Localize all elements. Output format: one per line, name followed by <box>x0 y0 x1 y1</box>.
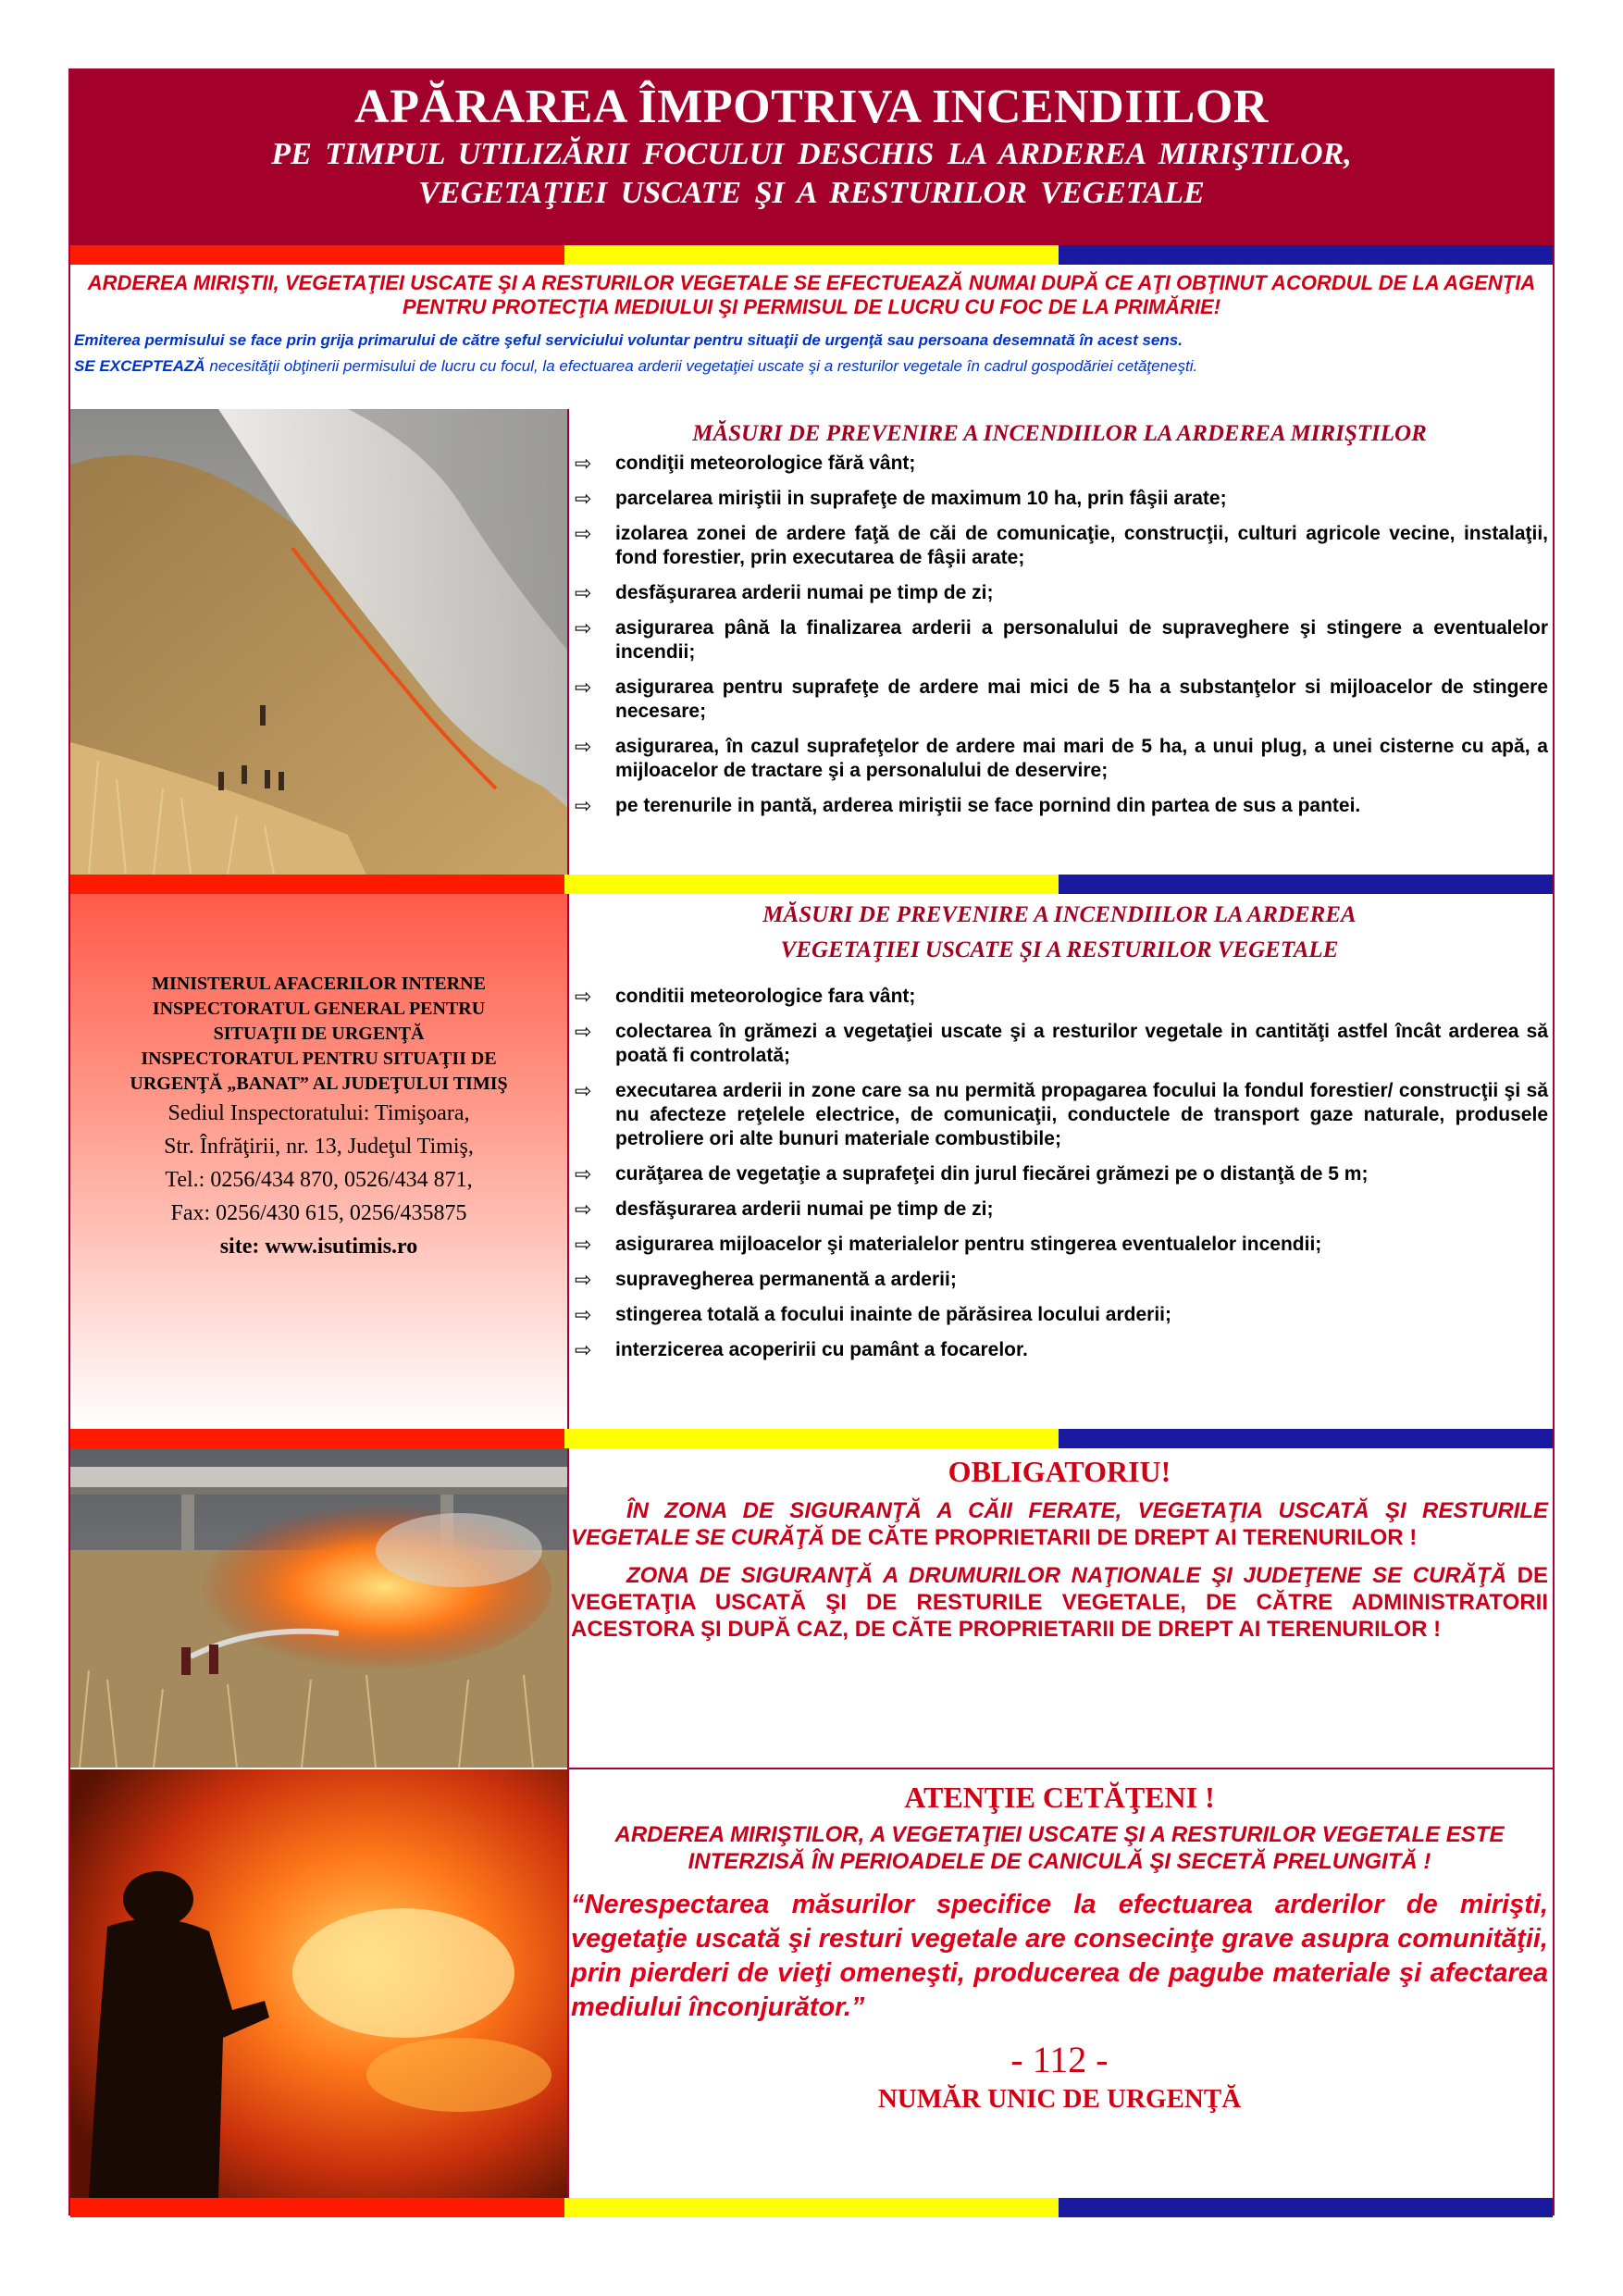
page-title: APĂRAREA ÎMPOTRIVA INCENDIILOR <box>354 81 1269 133</box>
item-text: curăţarea de vegetaţie a suprafeţei din jurul fiecărei grămezi pe o distanţă de 5 m; <box>615 1163 1369 1185</box>
divider-h <box>567 1768 1553 1769</box>
item-text: parcelarea miriştii in suprafeţe de maximum 10 ha, prin fâşii arate; <box>615 488 1227 509</box>
item-text: stingerea totală a focului inainte de părăsirea locului arderii; <box>615 1304 1172 1325</box>
divider-1 <box>567 409 569 875</box>
obligatoriu-title: OBLIGATORIU! <box>948 1455 1171 1488</box>
ministry-name: MINISTERUL AFACERILOR INTERNE <box>152 974 486 994</box>
igsu-line-1: INSPECTORATUL GENERAL PENTRU <box>152 999 486 1019</box>
item-text: executarea arderii in zone care sa nu permită propagarea focului la fondul forestier/ construcţii şi să nu afecteze reţelele electrice, de comunicaţii, conductele de transport gaze naturale, produsele petroliere ori alte bunuri materiale combustibile; <box>615 1080 1548 1149</box>
list-item <box>571 1268 1548 1292</box>
railway-zone-italic: ÎN ZONA DE SIGURANŢĂ A CĂII FERATE, VEGETAŢIA USCATĂ ŞI RESTURILE VEGETALE SE CURĂŢĂ <box>571 1498 1548 1550</box>
railway-zone-text <box>571 1497 1548 1551</box>
exception-rest: necesităţii obţinerii permisului de lucru cu focul, la efectuarea arderii vegetaţiei uscate şi a resturilor vegetale în cadrul gospodăriei cetăţeneşti. <box>204 357 1198 375</box>
exception-lead: SE EXCEPTEAZĂ <box>74 357 205 375</box>
list-item <box>571 1198 1548 1222</box>
tricolor-stripe-4 <box>70 2198 1553 2217</box>
arrow-right-icon: ⇨ <box>575 1162 592 1185</box>
emergency-number: - 112 - <box>1010 2039 1109 2080</box>
stubble-measures-list <box>571 452 1548 818</box>
railway-zone-rest: DE CĂTE PROPRIETARII DE DREPT AI TERENURILOR ! <box>824 1525 1418 1550</box>
address-line-1: Sediul Inspectoratului: Timişoara, <box>167 1101 470 1125</box>
item-text: asigurarea până la finalizarea arderii a personalului de supraveghere şi stingere a eventualelor incendii; <box>615 617 1548 663</box>
vegetation-measures-title-1: MĂSURI DE PREVENIRE A INCENDIILOR LA ARDEREA <box>762 902 1357 927</box>
obligatoriu-section <box>571 1453 1548 1643</box>
list-item <box>571 487 1548 511</box>
arrow-right-icon: ⇨ <box>575 487 592 510</box>
arrow-right-icon: ⇨ <box>575 735 592 758</box>
subtitle-line-2: VEGETAŢIEI USCATE ŞI A RESTURILOR VEGETALE <box>418 176 1205 210</box>
arrow-right-icon: ⇨ <box>575 616 592 639</box>
atentie-section <box>571 1779 1548 2116</box>
item-text: asigurarea, în cazul suprafeţelor de ardere mai mari de 5 ha, a unui plug, a unei cisterne cu apă, a mijloacelor de tractare şi a personalului de deservire; <box>615 736 1548 781</box>
intro-main-text: ARDEREA MIRIŞTII, VEGETAŢIEI USCATE ŞI A RESTURILOR VEGETALE SE EFECTUEAZĂ NUMAI DUPĂ CE AŢI OBŢINUT ACORDUL DE LA AGENŢIA PENTRU PROTECŢIA MEDIULUI ŞI PERMISUL DE LUCRU CU FOC DE LA PRIMĂRIE! <box>87 271 1536 318</box>
road-zone-italic: ZONA DE SIGURANŢĂ A DRUMURILOR NAŢIONALE ŞI JUDEŢENE SE CURĂŢĂ <box>626 1563 1507 1588</box>
arrow-right-icon: ⇨ <box>575 1079 592 1102</box>
firefighters-bridge-photo <box>70 1448 567 1768</box>
subtitle-line-1: PE TIMPUL UTILIZĂRII FOCULUI DESCHIS LA ARDEREA MIRIŞTILOR, <box>271 137 1352 171</box>
road-zone-rest: DE VEGETAŢIA USCATĂ ŞI DE RESTURILE VEGETALE, DE CĂTRE ADMINISTRATORII ACESTORA ŞI DUPĂ CAZ, DE CĂTE PROPRIETARII DE DREPT AI TERENURILOR ! <box>571 1563 1548 1642</box>
road-zone-text <box>571 1562 1548 1643</box>
consequences-quote: “Nerespectarea măsurilor specifice la efectuarea arderilor de mirişti, vegetaţie uscată şi resturi vegetale are consecinţe grave asupra comunităţii, prin pierderi de vieţi omeneşti, producerea de pagube materiale şi afectarea mediului înconjurător.” <box>571 1890 1548 2022</box>
stubble-fire-photo <box>70 409 567 875</box>
exception-note <box>70 356 1553 377</box>
arrow-right-icon: ⇨ <box>575 1303 592 1326</box>
list-item <box>571 985 1548 1009</box>
list-item <box>571 1338 1548 1362</box>
header-banner <box>70 70 1553 245</box>
list-item <box>571 581 1548 605</box>
arrow-right-icon: ⇨ <box>575 522 592 545</box>
firefighter-silhouette-photo <box>70 1769 567 2198</box>
fax-numbers: Fax: 0256/430 615, 0256/435875 <box>170 1201 467 1225</box>
arrow-right-icon: ⇨ <box>575 985 592 1008</box>
list-item <box>571 1020 1548 1068</box>
tricolor-stripe-1 <box>70 245 1553 265</box>
tricolor-stripe-2 <box>70 875 1553 894</box>
list-item <box>571 676 1548 724</box>
permit-note: Emiterea permisului se face prin grija primarului de către şeful serviciului voluntar pentru situaţii de urgenţă sau persoana desemnată în acest sens. <box>74 331 1183 349</box>
ban-warning: ARDEREA MIRIŞTILOR, A VEGETAŢIEI USCATE ŞI A RESTURILOR VEGETALE ESTE INTERZISĂ ÎN PERIOADELE DE CANICULĂ ŞI SECETĂ PRELUNGITĂ ! <box>614 1822 1505 1874</box>
item-text: desfăşurarea arderii numai pe timp de zi; <box>615 582 994 603</box>
atentie-title: ATENŢIE CETĂŢENI ! <box>904 1781 1215 1814</box>
item-text: supravegherea permanentă a arderii; <box>615 1269 957 1290</box>
item-text: conditii meteorologice fara vânt; <box>615 986 916 1007</box>
phone-numbers: Tel.: 0256/434 870, 0526/434 871, <box>165 1168 473 1192</box>
arrow-right-icon: ⇨ <box>575 452 592 475</box>
vegetation-measures-title-2: VEGETAŢIEI USCATE ŞI A RESTURILOR VEGETALE <box>780 937 1339 962</box>
list-item <box>571 735 1548 783</box>
divider-2 <box>567 894 569 1429</box>
address-line-2: Str. Înfrăţirii, nr. 13, Judeţul Timiş, <box>164 1135 474 1159</box>
list-item <box>571 616 1548 664</box>
divider-4 <box>567 1769 569 2198</box>
item-text: pe terenurile in pantă, arderea miriştii se face pornind din partea de sus a pantei. <box>615 795 1361 816</box>
tricolor-stripe-3 <box>70 1429 1553 1448</box>
arrow-right-icon: ⇨ <box>575 1338 592 1361</box>
list-item <box>571 794 1548 818</box>
item-text: interzicerea acoperirii cu pamânt a focarelor. <box>615 1339 1028 1360</box>
list-item <box>571 1079 1548 1151</box>
list-item <box>571 1233 1548 1257</box>
website-link[interactable]: site: www.isutimis.ro <box>219 1235 418 1259</box>
intro-block <box>70 266 1553 409</box>
arrow-right-icon: ⇨ <box>575 1020 592 1043</box>
isu-line-1: INSPECTORATUL PENTRU SITUAŢII DE <box>141 1049 497 1069</box>
divider-3 <box>567 1448 569 1768</box>
arrow-right-icon: ⇨ <box>575 794 592 817</box>
vegetation-measures-list <box>571 985 1548 1362</box>
poster-frame <box>68 68 1555 2215</box>
list-item <box>571 1162 1548 1186</box>
item-text: asigurarea pentru suprafeţe de ardere mai mici de 5 ha a substanţelor si mijloacelor de stingere necesare; <box>615 676 1548 722</box>
item-text: izolarea zonei de ardere faţă de căi de comunicaţie, construcţii, culturi agricole vecine, instalaţii, fond forestier, prin executarea de fâşii arate; <box>615 523 1548 568</box>
arrow-right-icon: ⇨ <box>575 676 592 699</box>
arrow-right-icon: ⇨ <box>575 1233 592 1256</box>
institution-panel <box>70 894 567 1429</box>
stubble-measures-title: MĂSURI DE PREVENIRE A INCENDIILOR LA ARDEREA MIRIŞTILOR <box>692 421 1427 446</box>
item-text: asigurarea mijloacelor şi materialelor pentru stingerea eventualelor incendii; <box>615 1234 1322 1255</box>
item-text: condiţii meteorologice fără vânt; <box>615 453 916 474</box>
item-text: colectarea în grămezi a vegetaţiei uscate şi a resturilor vegetale in cantităţi astfel încât arderea să poată fi controlată; <box>615 1021 1548 1066</box>
arrow-right-icon: ⇨ <box>575 581 592 604</box>
item-text: desfăşurarea arderii numai pe timp de zi; <box>615 1198 994 1220</box>
vegetation-measures-section <box>571 898 1548 1373</box>
igsu-line-2: SITUAŢII DE URGENŢĂ <box>213 1024 425 1044</box>
isu-line-2: URGENŢĂ „BANAT” AL JUDEŢULUI TIMIŞ <box>130 1074 508 1094</box>
arrow-right-icon: ⇨ <box>575 1198 592 1221</box>
stubble-measures-section <box>571 416 1548 829</box>
list-item <box>571 1303 1548 1327</box>
emergency-number-label: NUMĂR UNIC DE URGENŢĂ <box>877 2084 1242 2114</box>
list-item <box>571 452 1548 476</box>
arrow-right-icon: ⇨ <box>575 1268 592 1291</box>
list-item <box>571 522 1548 570</box>
